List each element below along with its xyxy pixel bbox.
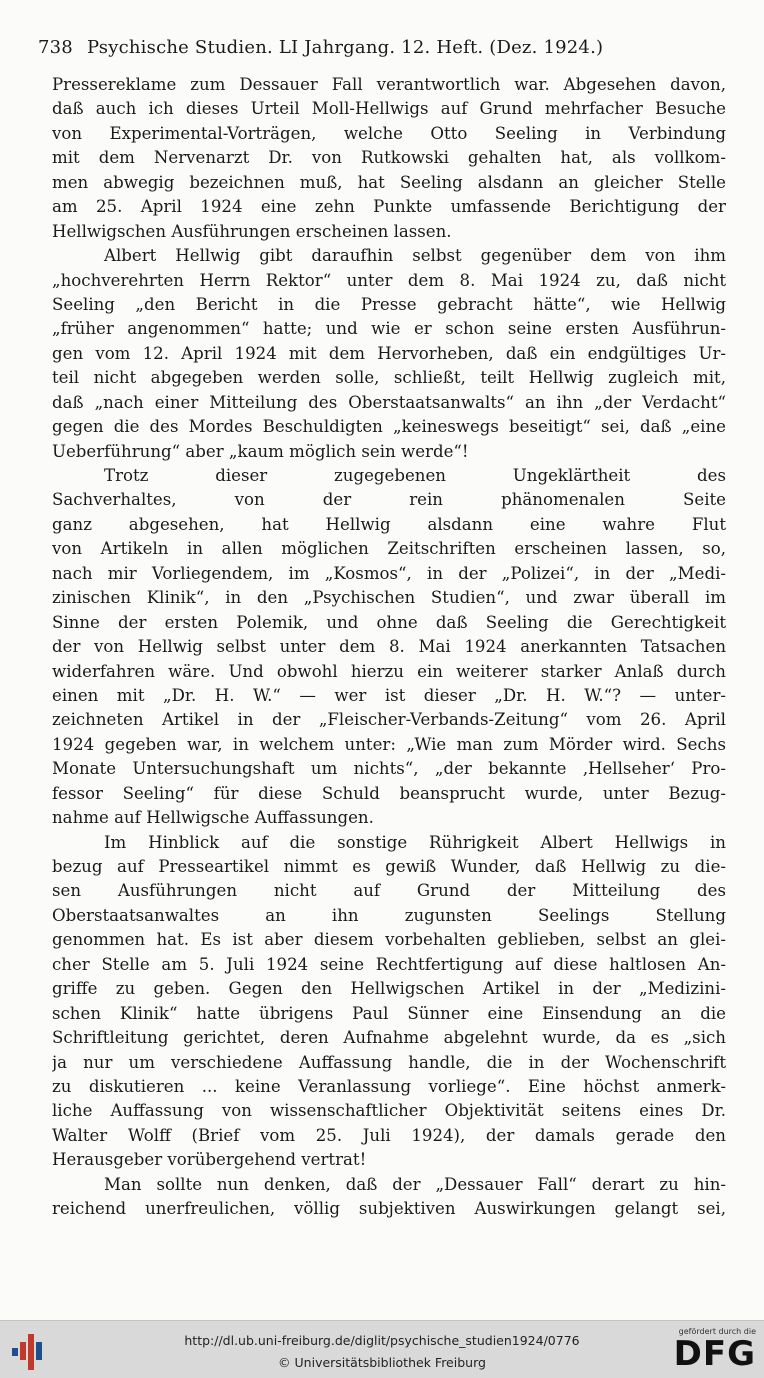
page-number: 738 (38, 37, 73, 58)
text-line: nahme auf Hellwigsche Auffassungen. (52, 808, 374, 828)
text-line: Albert Hellwig gibt daraufhin selbst gegenüber dem von ihm (104, 246, 726, 266)
text-line: teil nicht abgegeben werden solle, schließt, teilt Hellwig zugleich mit, (52, 368, 726, 388)
text-line: sen Ausführungen nicht auf Grund der Mitteilung des (52, 881, 726, 901)
text-line: „früher angenommen“ hatte; und wie er schon seine ersten Ausführun- (52, 319, 726, 339)
text-line: Sachverhaltes, von der rein phänomenalen Seite (52, 490, 726, 510)
permalink-url[interactable]: http://dl.ub.uni-freiburg.de/diglit/psychische_studien1924/0776 (184, 1333, 580, 1348)
text-line: griffe zu geben. Gegen den Hellwigschen Artikel in der „Medizini- (52, 979, 726, 999)
text-line: einen mit „Dr. H. W.“ — wer ist dieser „Dr. H. W.“? — unter- (52, 685, 726, 705)
text-line: men abwegig bezeichnen muß, hat Seeling alsdann an gleicher Stelle (52, 172, 726, 192)
text-line: genommen hat. Es ist aber diesem vorbehalten geblieben, selbst an glei- (52, 930, 726, 950)
dfg-logo[interactable] (672, 1327, 756, 1375)
text-line: Trotz dieser zugegebenen Ungeklärtheit des (104, 466, 726, 485)
text-line: 1924 gegeben war, in welchem unter: „Wie man zum Mörder wird. Sechs (52, 734, 726, 754)
text-line: widerfahren wäre. Und obwohl hierzu ein weiterer starker Anlaß durch (52, 661, 726, 681)
text-line: liche Auffassung von wissenschaftlicher Objektivität seitens eines Dr. (52, 1101, 726, 1121)
text-line: ja nur um verschiedene Auffassung handle, die in der Wochenschrift (52, 1052, 726, 1072)
text-line: „hochverehrten Herrn Rektor“ unter dem 8. Mai 1924 zu, daß nicht (52, 270, 726, 290)
text-line: von Artikeln in allen möglichen Zeitschriften erscheinen lassen, so, (52, 539, 726, 559)
text-line: cher Stelle am 5. Juli 1924 seine Rechtfertigung auf diese haltlosen An- (52, 954, 726, 974)
text-line: zinischen Klinik“, in den „Psychischen Studien“, und zwar überall im (52, 588, 726, 608)
text-line: Herausgeber vorübergehend vertrat! (52, 1150, 367, 1170)
text-line: gegen die des Mordes Beschuldigten „keineswegs beseitigt“ sei, daß „eine (52, 417, 726, 437)
text-line: Ueberführung“ aber „kaum möglich sein werde“! (52, 441, 469, 461)
copyright-text: © Universitätsbibliothek Freiburg (278, 1355, 486, 1370)
text-line: Man sollte nun denken, daß der „Dessauer Fall“ derart zu hin- (104, 1174, 726, 1194)
text-line: schen Klinik“ hatte übrigens Paul Sünner eine Einsendung an die (52, 1003, 726, 1023)
text-line: mit dem Nervenarzt Dr. von Rutkowski gehalten hat, als vollkom- (52, 148, 726, 168)
text-line: Pressereklame zum Dessauer Fall verantwortlich war. Abgesehen davon, (52, 75, 726, 94)
text-line: bezug auf Presseartikel nimmt es gewiß Wunder, daß Hellwig zu die- (52, 857, 726, 876)
text-line: Sinne der ersten Polemik, und ohne daß Seeling die Gerechtigkeit (52, 612, 726, 632)
text-line: Walter Wolff (Brief vom 25. Juli 1924), der damals gerade den (52, 1125, 726, 1145)
text-line: der von Hellwig selbst unter dem 8. Mai 1924 anerkannten Tatsachen (52, 637, 726, 657)
text-line: gen vom 12. April 1924 mit dem Hervorheben, daß ein endgültiges Ur- (52, 343, 726, 363)
text-line: fessor Seeling“ für diese Schuld beansprucht wurde, unter Bezug- (52, 783, 726, 803)
text-line: daß „nach einer Mitteilung des Oberstaatsanwalts“ an ihn „der Verdacht“ (52, 392, 726, 412)
dfg-wordmark: DFG (673, 1334, 756, 1374)
text-line: ganz abgesehen, hat Hellwig alsdann eine wahre Flut (52, 514, 726, 534)
page-header (38, 34, 728, 62)
body-text (52, 73, 726, 1222)
text-line: Oberstaatsanwaltes an ihn zugunsten Seelings Stellung (52, 905, 726, 925)
dfg-tagline: gefördert durch die (678, 1327, 756, 1336)
text-line: daß auch ich dieses Urteil Moll-Hellwigs auf Grund mehrfacher Besuche (52, 99, 726, 119)
text-line: Monate Untersuchungshaft um nichts“, „der bekannte ‚Hellseher‘ Pro- (52, 759, 726, 779)
footer-bar (0, 1320, 764, 1378)
text-line: von Experimental-Vorträgen, welche Otto Seeling in Verbindung (52, 123, 726, 143)
text-line: Hellwigschen Ausführungen erscheinen lassen. (52, 221, 452, 241)
text-line: Im Hinblick auf die sonstige Rührigkeit Albert Hellwigs in (104, 832, 726, 852)
running-title: Psychische Studien. LI Jahrgang. 12. Heft. (Dez. 1924.) (86, 37, 604, 58)
text-line: am 25. April 1924 eine zehn Punkte umfassende Berichtigung der (52, 197, 726, 217)
text-line: nach mir Vorliegendem, im „Kosmos“, in der „Polizei“, in der „Medi- (52, 563, 726, 583)
text-line: zeichneten Artikel in der „Fleischer-Verbands-Zeitung“ vom 26. April (52, 710, 726, 730)
text-line: zu diskutieren ... keine Veranlassung vorliege“. Eine höchst anmerk- (52, 1076, 726, 1096)
text-line: Schriftleitung gerichtet, deren Aufnahme abgelehnt wurde, da es „sich (52, 1028, 726, 1048)
text-line: reichend unerfreulichen, völlig subjektiven Auswirkungen gelangt sei, (52, 1199, 726, 1219)
text-line: Seeling „den Bericht in die Presse gebracht hätte“, wie Hellwig (52, 294, 726, 314)
